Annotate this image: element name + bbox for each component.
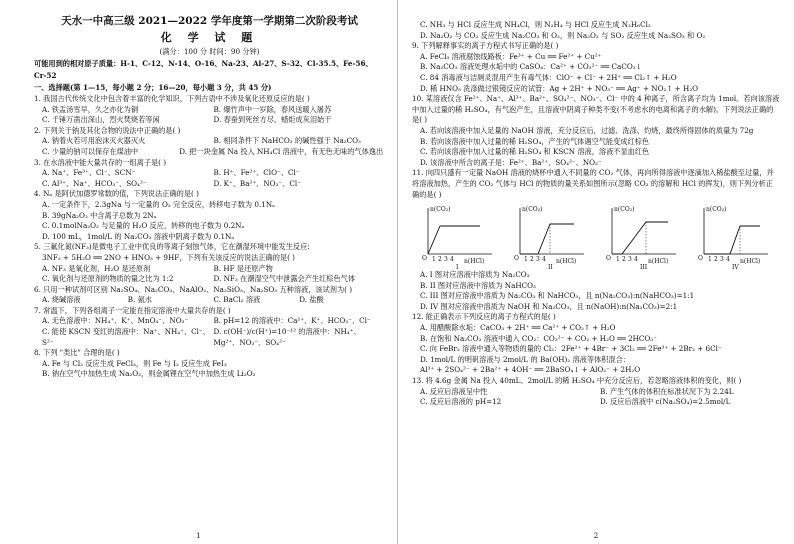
option: D. 反应后溶液中 c(Na₂SO₄)=2.5mol/L bbox=[600, 397, 731, 407]
x-tick: 1 bbox=[432, 256, 436, 264]
section-heading: 一、选择题(第 1—15，每小题 2 分；16—20，每小题 3 分，共 45 分) bbox=[34, 83, 272, 92]
option: C. NH₃ 与 HCl 反应生成 NH₄Cl，则 N₂H₄ 与 HCl 反应生成 N₂H₆Cl₂ bbox=[420, 20, 651, 29]
option: C. 氧化剂与还原剂的物质的量之比为 1:2 bbox=[42, 274, 174, 284]
atomic-masses: 可能用到的相对原子质量：H-1、C-12、N-14、O-16、Na-23、Al-27、S-32、Cl-35.5、Fe-56、Cr-52 bbox=[34, 59, 373, 80]
option: B. HF 是还原产物 bbox=[213, 263, 273, 273]
page-number: 1 bbox=[196, 532, 201, 540]
option: A. 烧碱溶液 bbox=[42, 295, 81, 305]
option: A. 用醋酸除水垢：CaCO₃ + 2H⁺ ══ Ca²⁺ + CO₂↑ + H₂O bbox=[420, 323, 616, 333]
option: B. H⁺、Fe²⁺、ClO⁻、Cl⁻ bbox=[213, 168, 300, 178]
option: A. Fe 与 Cl₂ 反应生成 FeCl₃，则 Fe 与 I₂ 反应生成 FeI₃ bbox=[42, 358, 227, 368]
graph-label: I bbox=[456, 264, 459, 271]
option: C. 向 FeBr₂ 溶液中通入等物质的量的 Cl₂：2Fe²⁺ + 4Br⁻ + 3Cl₂ ══ 2Fe³⁺ + 2Br₂ + 6Cl⁻ bbox=[420, 344, 722, 354]
graph-label: II bbox=[548, 264, 553, 271]
graph-label: IV bbox=[732, 264, 739, 271]
option: A. 无色溶液中：NH₄⁺、K⁺、MnO₄⁻、NO₃⁻ bbox=[42, 316, 189, 326]
option: D. c(OH⁻)/c(H⁺)=10⁻¹² 的溶液中：NH₄⁺、Mg²⁺、NO₃⁻、SO₄²⁻ bbox=[213, 327, 361, 347]
question-5: 5. 三氟化氮(NF₃)是微电子工业中优良的等离子刻蚀气体，它在潮湿环境中能发生反应: bbox=[34, 242, 310, 252]
equation: Al³⁺ + 2SO₄²⁻ + 2Ba²⁺ + 4OH⁻ ══ 2BaSO₄↓ + AlO₂⁻ + 2H₂O bbox=[420, 365, 641, 375]
question-8: 8. 下列 "类比" 合理的是( ) bbox=[34, 348, 120, 358]
options-5a bbox=[34, 264, 385, 275]
option: B. 爆竹声中一岁除，春风送暖入屠苏 bbox=[213, 104, 332, 114]
page-number: 2 bbox=[593, 532, 599, 540]
option: D. 春蚕到死丝方尽，蜡炬成灰泪始干 bbox=[213, 115, 332, 125]
option: D. IV 图对应溶液中溶质为 NaOH 和 Na₂CO₃，且 n(NaOH):n(Na₂CO₃)=2:1 bbox=[420, 301, 678, 311]
origin-label: O bbox=[422, 255, 427, 263]
option: A. 铁盂汤雪早，久之亦化为铜 bbox=[42, 104, 139, 114]
page-2 bbox=[398, 0, 794, 544]
x-axis-label: n(HCl) bbox=[648, 258, 669, 266]
option: B. 在饱和 Na₂CO₃ 溶液中通入 CO₂：CO₃²⁻ + CO₂ + H₂O ══ 2HCO₃⁻ bbox=[420, 333, 657, 343]
option: D. K⁺、Ba²⁺、NO₃⁻、Cl⁻ bbox=[213, 178, 301, 188]
option: C. 若向该溶液中加入过量的稀 H₂SO₄ 和 KSCN 溶液，溶液不显血红色 bbox=[420, 147, 650, 157]
x-tick: 2 bbox=[438, 256, 442, 264]
x-tick: 4 bbox=[634, 256, 638, 264]
x-tick: 1 bbox=[524, 256, 528, 264]
equation: 3NF₃ + 5H₂O ══ 2NO + HNO₃ + 9HF，下列有关该反应的说法正确的是( ) bbox=[42, 252, 295, 262]
origin-label: O bbox=[514, 255, 519, 263]
options-7b bbox=[34, 327, 385, 348]
question-6: 6. 只用一种试剂可区别 Na₂SO₄、Na₂CO₃、NaAlO₂、Na₂SiO₃、Na₂SO₃ 五种溶液，该试剂为( ) bbox=[34, 284, 353, 294]
option: A. 反应后溶液呈中性 bbox=[420, 386, 488, 396]
y-axis-label: n(CO₂) bbox=[430, 206, 451, 214]
option: B. Na₂CO₃ 溶液处理水垢中的 CaSO₄：Ca²⁺ + CO₃²⁻ ══ CaCO₃↓ bbox=[420, 62, 642, 72]
exam-subtitle: 化 学 试 题 bbox=[160, 31, 259, 44]
option: D. NF₃ 在潮湿空气中泄露会产生红棕色气体 bbox=[213, 274, 356, 284]
graph-row bbox=[412, 200, 780, 270]
option: D. Na₂O₂ 与 CO₂ 反应生成 Na₂CO₃ 和 O₂，则 Na₂O₂ 与 SO₂ 反应生成 Na₂SO₃ 和 O₂ bbox=[420, 30, 706, 40]
option: D. 该溶液中所含的离子是：Fe²⁺、Ba²⁺、SO₄²⁻、NO₃⁻ bbox=[420, 157, 602, 167]
exam-meta: (满分：100 分 时间：90 分钟) bbox=[159, 47, 260, 56]
option: C. Al³⁺、Na⁺、HCO₃⁻、SO₄²⁻ bbox=[42, 178, 147, 188]
x-tick: 2 bbox=[622, 256, 626, 264]
x-tick: 3 bbox=[536, 256, 540, 264]
question-1: 1. 我国古代传统文化中包含着丰富的化学知识，下列古语中不涉及氧化还原反应的是( ) bbox=[34, 94, 310, 103]
option: B. 钠在空气中加热生成 Na₂O₂，则金属锂在空气中加热生成 Li₂O₂ bbox=[42, 369, 256, 379]
options-1a bbox=[34, 105, 385, 116]
question-12: 12. 能正确表示下列反应的离子方程式的是( ) bbox=[412, 312, 556, 322]
graph-ii bbox=[510, 202, 590, 270]
option: D. 100 mL，1mol/L 的 Na₂CO₃ 溶液中阴离子数为 0.1Nₐ bbox=[42, 231, 235, 241]
option: C. 反应后溶液的 pH=12 bbox=[420, 397, 502, 407]
option: A. I 图对应溶液中溶质为 Na₂CO₃ bbox=[420, 270, 530, 280]
option: C. 千锤万凿出深山，烈火焚烧若等闲 bbox=[42, 115, 160, 125]
x-tick: 2 bbox=[530, 256, 534, 264]
x-axis-label: n(HCl) bbox=[464, 258, 485, 266]
option: C. 能使 KSCN 变红的溶液中：Na⁺、NH₄⁺、Cl⁻、S²⁻ bbox=[42, 327, 210, 347]
option: A. 钠着火若可用泡沫灭火器灭火 bbox=[42, 136, 146, 146]
option: D. 把一块金属 Na 投入 NH₄Cl 溶液中，有无色无味的气体逸出 bbox=[179, 146, 384, 156]
graph-label: III bbox=[640, 264, 648, 271]
option: C. 0.1molNa₂O₂ 与足量的 H₂O 反应，转移的电子数为 0.2Nₐ bbox=[42, 221, 245, 231]
question-3: 3. 在水溶液中能大量共存的一组离子是( ) bbox=[34, 157, 167, 167]
option: D. 1mol/L 的明矾溶液与 2mol/L 的 Ba(OH)₂ 溶液等体积混合： bbox=[420, 354, 630, 364]
question-10: 10. 某溶液仅含 Fe²⁺、Na⁺、Al³⁺、Ba²⁺、SO₄²⁻、NO₃⁻、Cl⁻ 中的 4 种离子，所含离子均为 1mol。若向该溶液中加入过量的稀 H₂SO₄，有气泡产生，且溶液中阴离子种类不变(不考虑水的电离和离子的水解)。下列说法正确的是( ) bbox=[412, 94, 780, 125]
graph-i bbox=[418, 202, 498, 270]
graph-i-svg bbox=[418, 202, 498, 270]
option: B. 产生气体的体积在标准状况下为 2.24L bbox=[600, 386, 734, 396]
option: D. 盐酸 bbox=[299, 295, 324, 305]
options-6 bbox=[34, 295, 385, 306]
y-axis-label: n(CO₂) bbox=[614, 206, 635, 214]
exam-title: 天水一中高三级 2021—2022 学年度第一学期第二次阶段考试 bbox=[61, 15, 358, 27]
option: B. 39gNa₂O₂ 中含离子总数为 2Nₐ bbox=[42, 210, 157, 220]
options-13a bbox=[412, 387, 780, 398]
options-2a bbox=[34, 136, 385, 147]
origin-label: O bbox=[606, 255, 611, 263]
options-13b bbox=[412, 397, 780, 408]
option: B. 若向该溶液中加入过量的稀 H₂SO₄，产生的气体遇空气能变成红棕色 bbox=[420, 136, 650, 146]
graph-iv-svg bbox=[694, 202, 774, 270]
option: B. 氨水 bbox=[127, 295, 152, 305]
option: B. II 图对应溶液中溶质为 NaHCO₃ bbox=[420, 280, 536, 290]
y-axis-label: n(CO₂) bbox=[706, 206, 727, 214]
option: B. 相同条件下 NaHCO₃ 的碱性强于 Na₂CO₃ bbox=[213, 136, 361, 146]
question-9: 9. 下列解释事实的离子方程式书写正确的是( ) bbox=[412, 41, 559, 51]
option: C. 少量的钠可以保存在煤油中 bbox=[42, 146, 139, 156]
options-1b bbox=[34, 115, 385, 126]
options-3a bbox=[34, 168, 385, 179]
y-axis-label: n(CO₂) bbox=[522, 206, 543, 214]
options-7a bbox=[34, 316, 385, 327]
graph-iii-svg bbox=[602, 202, 682, 270]
options-3b bbox=[34, 179, 385, 190]
question-11: 11. 向四只盛有一定量 NaOH 溶液的烧杯中通入不同量的 CO₂ 气体，再向所得溶液中逐滴加入稀盐酸至过量，并将溶液加热，产生的 CO₂ 气体与 HCl 的物质的量关系如图所示(忽略 CO₂ 的溶解和 HCl 的挥发)，则下列分析正确的是( ) bbox=[412, 168, 774, 199]
graph-iii bbox=[602, 202, 682, 270]
option: A. 若向该溶液中加入足量的 NaOH 溶液，充分反应后，过滤、洗涤、灼烧，最终所得固体的质量为 72g bbox=[420, 125, 754, 135]
options-2b bbox=[34, 147, 385, 158]
option: A. 一定条件下，2.3gNa 与一定量的 O₂ 完全反应，转移电子数为 0.1Nₐ bbox=[42, 199, 275, 209]
x-tick: 4 bbox=[542, 256, 546, 264]
graph-iv bbox=[694, 202, 774, 270]
x-axis-label: n(HCl) bbox=[740, 258, 761, 266]
origin-label: O bbox=[698, 255, 703, 263]
x-tick: 1 bbox=[616, 256, 620, 264]
x-axis-label: n(HCl) bbox=[556, 258, 577, 266]
question-4: 4. Nₐ 是阿伏加德罗常数的值，下列说法正确的是( ) bbox=[34, 189, 199, 199]
x-tick: 3 bbox=[628, 256, 632, 264]
option: C. 84 消毒液与洁厕灵混用产生有毒气体：ClO⁻ + Cl⁻ + 2H⁺ ══ Cl₂↑ + H₂O bbox=[420, 72, 677, 82]
x-tick: 2 bbox=[714, 256, 718, 264]
option: A. NF₃ 是氧化剂，H₂O 是还原剂 bbox=[42, 263, 151, 273]
option: A. Na⁺、Fe³⁺、Cl⁻、SCN⁻ bbox=[42, 168, 136, 178]
question-2: 2. 下列关于钠及其化合物的说法中正确的是( ) bbox=[34, 125, 181, 135]
option: A. FeCl₃ 溶液腐蚀线路板：Fe³⁺ + Cu ══ Fe²⁺ + Cu²⁺ bbox=[420, 51, 602, 61]
question-7: 7. 常温下，下列各组离子一定能在指定溶液中大量共存的是( ) bbox=[34, 305, 231, 315]
question-13: 13. 将 4.6g 金属 Na 投入 40mL、2mol/L 的稀 H₂SO₄ 中充分反应后，若忽略溶液体积的变化，则( ) bbox=[412, 376, 742, 386]
graph-ii-svg bbox=[510, 202, 590, 270]
x-tick: 4 bbox=[726, 256, 730, 264]
option: B. pH=12 的溶液中：Ca²⁺、K⁺、HCO₃⁻、Cl⁻ bbox=[213, 316, 371, 326]
x-tick: 1 bbox=[708, 256, 712, 264]
option: C. III 图对应溶液中溶质为 Na₂CO₃ 和 NaHCO₃，且 n(Na₂CO₃):n(NaHCO₃)=1:1 bbox=[420, 291, 695, 301]
x-tick: 3 bbox=[444, 256, 448, 264]
option: C. BaCl₂ 溶液 bbox=[213, 295, 261, 305]
option: D. 稀 HNO₃ 洗涤做过银镜反应的试管：Ag + 2H⁺ + NO₃⁻ ══ Ag⁺ + NO₂↑ + H₂O bbox=[420, 83, 699, 93]
options-5b bbox=[34, 274, 385, 285]
x-tick: 3 bbox=[720, 256, 724, 264]
x-tick: 4 bbox=[450, 256, 454, 264]
